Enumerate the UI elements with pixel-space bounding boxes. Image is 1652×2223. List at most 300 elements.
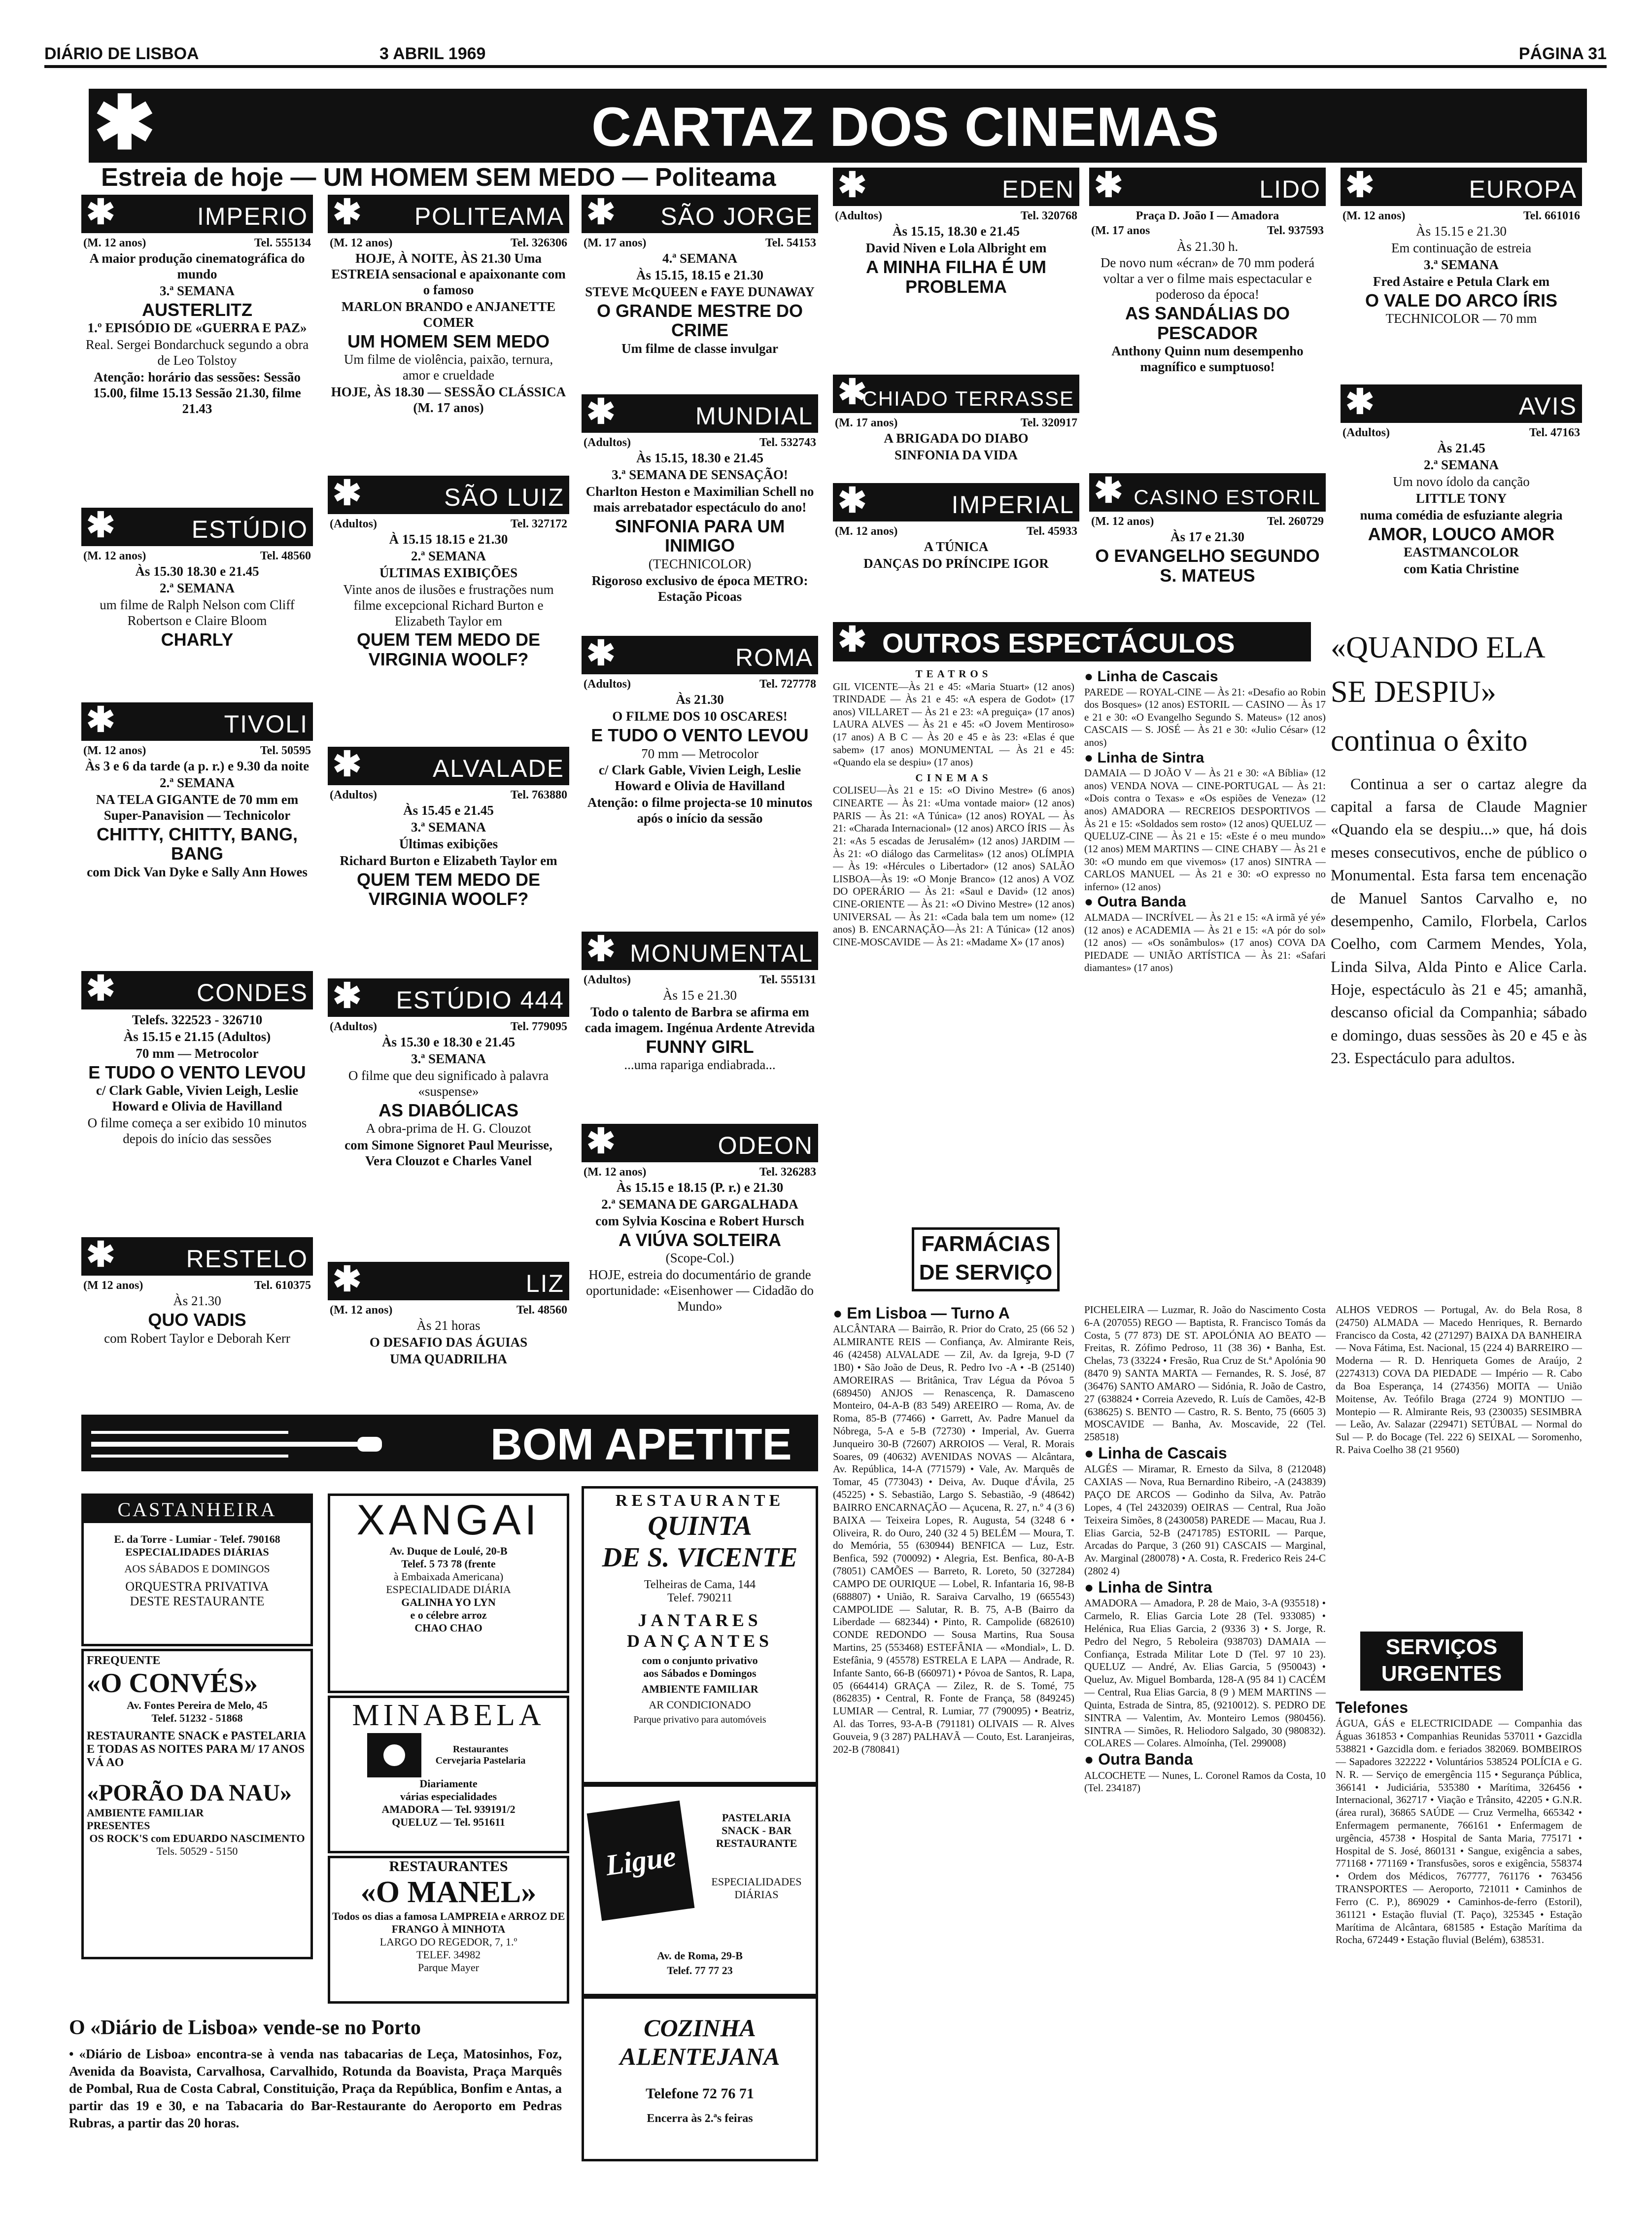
ad-line: JANTARES: [638, 1610, 762, 1630]
line: Richard Burton e Elizabeth Taylor em: [340, 853, 557, 868]
cascais-heading-text: Linha de Cascais: [1097, 668, 1218, 685]
cinema-name: ROMA: [735, 644, 813, 671]
line: Às 15.15, 18.30 e 21.45: [636, 451, 763, 466]
film-title: SINFONIA PARA UM INIMIGO: [615, 516, 785, 556]
line: Às 15.15 e 21.30: [1416, 224, 1507, 239]
cinema-europa: [1341, 168, 1582, 370]
ad-line: Diariamente: [419, 1777, 478, 1790]
cinema-header: [328, 747, 569, 785]
cascais-pharmacy-heading-text: Linha de Cascais: [1098, 1444, 1227, 1462]
cinema-name: AVIS: [1518, 392, 1577, 420]
cinema-header: [833, 375, 1079, 413]
address: Praça D. João I — Amadora: [1136, 209, 1279, 222]
cinema-header: [582, 1124, 818, 1162]
age-rating: (Adultos): [584, 678, 631, 691]
farmacias-lisboa-list-cont: PICHELEIRA — Luzmar, R. João do Nascimento Costa 6-A (207055) REGO — Baptista, R. Francisco Tomás da Costa, 5 (77 873) DE ST. APOLÓNIA AO BEATO — Freitas, R. Zófimo Pedroso, 11 (38 36) • Banha, Est. Chelas, 73 (33224 • Fresão, Rua Cruz de St.ª Apolónia 90 (8470 9) SANTA MARTA — Fernandes, R. S. José, 87 (36476) SANTO AMARO — Sidónia, R. João de Castro, 27 (638824 • Correia Azevedo, R. Luís de Camões, 42-B (638625) S. BENTO — Castro, R. S. Bento, 75 (6605 3) MOSCAVIDE — Banha, Av. Moscavide, 22 (Tel. 258518): [1084, 1304, 1326, 1443]
ad-line: TELEF. 34982: [416, 1948, 481, 1961]
line: DANÇAS DO PRÍNCIPE IGOR: [863, 556, 1049, 571]
ad-line: Av. de Roma, 29-B: [657, 1949, 743, 1962]
cinema-header: [81, 971, 313, 1009]
asterisk-icon: ✱: [838, 375, 867, 412]
farmacias-lisboa-list: ALCÂNTARA — Bairrão, R. Prior do Crato, 25 (66 52 ) ALMIRANTE REIS — Confiança, Av. Almirante Reis, 46 (42458) ALVALADE — Zil, Av. da Igreja, 9-D (7 1B0) • São João de Deus, R. Pedro Ivo -A • -B (25140) AMOREIRAS — Britânica, Trav Légua da Póvoa 5 (689450) ANJOS — Renascença, R. Damasceno Monteiro, 04-A-B (83 549) AREEIRO — Roma, Av. de Roma, 85-B (77466) • Garrett, Av. Padre Manuel da Nóbrega, 5-A e 5-B (72730) • Imperial, Av. Guerra Junqueiro 30-B (72607) ARROIOS — Veral, R. Morais Soares, 09 (40632) AVENIDAS NOVAS — Alcântara, Av. República, 14-A (771579) • Vale, Av. Marquês de Tomar, 45 (773043) • Deiva, Av. Duque d'Ávila, 25 (45225) • S. Sebastião, Largo S. Sebastião, -9 (48642) BAIRRO ENCARNAÇÃO — Açucena, R. 27, n.º 4 (3 6) BAIXA — Teixeira Lopes, R. Augusta, 54 (3248 6 • Oliveira, R. do Ouro, 240 (32 4 5) BELÉM — Moura, T. do Memória, 55 (630944) BENFICA — Luz, Estr. Benfica, 592 (700092) • Alegria, Est. Benfica, 80-A-B (78051) CAMÕES — Barreto, R. Loreto, 50 (327284) CAMPO DE OURIQUE — Lobel, R. Infantaria 16, 98-B (688807) • União, R. Saraiva Carvalho, 19 (665543) CAMPOLIDE — Salutar, R. B. 75, A-B (Bairro da Liberdade — 682344) • Pinto, R. Campolide (682610) CONDE REDONDO — Sousa Martins, Rua Sousa Martins, 25 (553468) ESTEFÂNIA — «Mondial», L. D. Estefânia, 9 (45578) ESTRELA E LAPA — Andrade, R. Infante Santo, 66-B (660971) • Póvoa de Santos, R. Lapa, 05 (664414) GRAÇA — Zilez, R. de S. Tomé, 75 (862835) • Central, R. Fonte de França, 58 (849245) LUMIAR — Central, R. Lumiar, 77 (790095) • Beatriz, Al. das Torres, 93-A-B (791181) OLIVAIS — R. Alves Gouveia, 9 (3 287) PALHAVÃ — Couto, Est. Laranjeiras, 202-B (780841): [833, 1323, 1074, 1755]
line: (TECHNICOLOR): [648, 556, 752, 571]
article-subtitle: continua o êxito: [1331, 724, 1528, 758]
ad-line: ORQUESTRA PRIVATIVA: [125, 1579, 269, 1594]
ad-line: ESPECIALIDADES DIÁRIAS: [711, 1876, 802, 1901]
outros-column-left: [833, 668, 1074, 1200]
age-rating: (Adultos): [1342, 426, 1390, 439]
asterisk-icon: ✱: [333, 747, 362, 784]
outra-banda-heading-text: Outra Banda: [1097, 894, 1186, 910]
line: HOJE, À NOITE, ÀS 21.30 Uma ESTREIA sensacional e apaixonante com o famoso: [331, 251, 566, 298]
servicos-title-2: URGENTES: [1381, 1662, 1502, 1686]
asterisk-icon: ✱: [586, 1124, 616, 1161]
line: 70 mm — Metrocolor: [641, 746, 758, 761]
cinema-header: [328, 195, 569, 233]
ad-line: ESPECIALIDADE DIÁRIA: [386, 1583, 511, 1596]
line: com Sylvia Koscina e Robert Hursch: [595, 1214, 804, 1229]
ad-line: QUELUZ — Tel. 951611: [392, 1816, 505, 1828]
ad-line: E TODAS AS NOITES PARA M/ 17 ANOS VÁ AO: [87, 1743, 305, 1769]
film-title: A TÚNICA: [924, 539, 989, 555]
cinema-name: LIDO: [1259, 175, 1321, 203]
line: Um filme de violência, paixão, ternura, amor e crueldade: [344, 352, 553, 383]
cinema-liz: [328, 1262, 569, 1385]
servicos-column: [1336, 1698, 1582, 2201]
line: Rigoroso exclusivo de época METRO: Estação Picoas: [591, 573, 808, 604]
ad-line: Todos os dias a famosa LAMPREIA e ARROZ DE FRANGO À MINHOTA: [332, 1910, 565, 1935]
cinema-alvalade: [328, 747, 569, 973]
ad-minabela: [328, 1696, 569, 1853]
ad-conves-name: «O CONVÉS»: [87, 1668, 258, 1699]
line: Real. Sergei Bondarchuck segundo a obra de Leo Tolstoy: [85, 337, 309, 368]
line: À 15.15 18.15 e 21.30: [389, 532, 508, 547]
line: HOJE, ÀS 18.30 — SESSÃO CLÁSSICA (M. 17 anos): [331, 384, 566, 415]
porto-title: O «Diário de Lisboa» vende-se no Porto: [69, 2016, 421, 2039]
ad-line: LARGO DO REGEDOR, 7, 1.º: [379, 1936, 517, 1948]
phone: Tel. 48560: [260, 550, 311, 562]
cutlery-icon: [91, 1427, 387, 1461]
cinema-header: [81, 702, 313, 741]
line: com Robert Taylor e Deborah Kerr: [104, 1330, 290, 1346]
lisboa-heading: ● Em Lisboa — Turno A: [833, 1304, 1010, 1322]
cinemas-heading: CINEMAS: [915, 771, 992, 784]
cinema-name: CONDES: [197, 979, 308, 1007]
line: (Scope-Col.): [665, 1250, 734, 1266]
line: com Simone Signoret Paul Meurisse, Vera Clouzot e Charles Vanel: [344, 1138, 552, 1169]
film-title: E TUDO O VENTO LEVOU: [88, 1062, 306, 1082]
cinema-header: [1089, 168, 1326, 206]
sintra-pharmacy-heading: ● Linha de Sintra: [1084, 1578, 1212, 1596]
ad-line: Tels. 50529 - 5150: [156, 1845, 238, 1857]
asterisk-icon: ✱: [838, 483, 867, 520]
asterisk-icon: ✱: [1094, 473, 1123, 510]
outra-banda-heading: ● Outra Banda: [1084, 894, 1186, 910]
cinema-header: [1341, 168, 1582, 206]
outra-banda-list: ALMADA — INCRÍVEL — Às 21 e 15: «A irmã yé yé» (12 anos) e ACADEMIA — Às 21 e 15: «A pór do sol» (12 anos) — «Os sonâmbulos» (17 anos) COVA DA PIEDADE — UNIÃO ARTÍSTICA — Às 21: «Safari diamantes» (17 anos): [1084, 911, 1326, 974]
teatros-list: GIL VICENTE—Às 21 e 45: «Maria Stuart» (12 anos) TRINDADE — Às 21 e 45: «A espera de Godot» (17 anos) VILLARET — Às 21 e 23: «A preguiça» (17 anos) LAURA ALVES — Às 21 e 45: «O Jovem Mentiroso» (17 anos) A B C — Às 20 e 45 e às 23: «Elas é que sabem» (17 anos) MONUMENTAL — Às 21 e 45: «Quando ela se despiu» (17 anos): [833, 680, 1074, 768]
film-title: FUNNY GIRL: [646, 1036, 754, 1057]
ad-minabela-name: MINABELA: [352, 1699, 545, 1732]
phone: Tel. 610375: [254, 1279, 311, 1292]
cinema-eden: [833, 168, 1079, 365]
bom-apetite-banner: [81, 1415, 818, 1471]
age-rating: (M. 12 anos): [83, 550, 146, 562]
asterisk-icon: ✱: [86, 195, 115, 232]
age-rating: (M. 12 anos): [1342, 209, 1406, 222]
cinema-condes: [81, 971, 313, 1227]
line: Fred Astaire e Petula Clark em: [1373, 274, 1550, 289]
ad-line: Parque Mayer: [417, 1961, 479, 1974]
line: com Dick Van Dyke e Sally Ann Howes: [87, 864, 308, 879]
asterisk-icon: ✱: [838, 168, 867, 205]
line: HOJE, estreia do documentário de grande oportunidade: «Eisenhower — Cidadão do Mundo»: [586, 1267, 814, 1314]
phone: Tel. 50595: [260, 744, 311, 757]
phone: Tel. 937593: [1267, 224, 1324, 238]
age-rating: (M. 12 anos): [584, 1166, 647, 1179]
phone: Tel. 555134: [254, 237, 311, 249]
age-rating: (M. 12 anos): [83, 237, 146, 249]
asterisk-icon: ✱: [333, 476, 362, 513]
phone: Tel. 779095: [510, 1020, 567, 1033]
cinema-header: [833, 168, 1079, 206]
phone: Telefs. 322523 - 326710: [132, 1012, 263, 1027]
farmacias-title: [912, 1227, 1060, 1291]
ad-line: DANÇANTES: [626, 1631, 773, 1651]
line: 2.ª SEMANA: [411, 549, 486, 564]
asterisk-icon: ✱: [1345, 168, 1375, 205]
porto-notice: [69, 2016, 562, 2203]
line: Vinte anos de ilusões e frustrações num filme excepcional Richard Burton e Elizabeth Taylor em: [343, 582, 554, 628]
sintra-heading-text: Linha de Sintra: [1097, 749, 1205, 766]
line: EASTMANCOLOR: [1403, 545, 1519, 560]
ad-line: várias especialidades: [400, 1790, 497, 1803]
ad-line: Av. Fontes Pereira de Melo, 45: [127, 1699, 268, 1711]
line: numa comédia de esfuziante alegria: [1360, 507, 1563, 522]
cinema-name: RESTELO: [186, 1245, 308, 1273]
ad-line: PASTELARIA SNACK - BAR RESTAURANTE: [716, 1811, 797, 1849]
line: 4.ª SEMANA: [662, 251, 738, 266]
line: Anthony Quinn num desempenho magnífico e sumptuoso!: [1111, 344, 1304, 375]
ad-line: Telef. 790211: [667, 1592, 733, 1604]
minabela-logo-icon: [367, 1733, 421, 1777]
asterisk-icon: ✱: [838, 621, 867, 659]
line: SINFONIA DA VIDA: [894, 448, 1018, 463]
telefones-heading: Telefones: [1336, 1699, 1408, 1716]
ad-line: RESTAURANTE SNACK e PASTELARIA: [87, 1730, 307, 1742]
banner-title: CARTAZ DOS CINEMAS: [591, 96, 1219, 158]
asterisk-icon: ✱: [586, 636, 616, 673]
line: TECHNICOLOR — 70 mm: [1385, 311, 1537, 326]
cinema-name: EDEN: [1002, 175, 1074, 203]
line: De novo num «écran» de 70 mm poderá voltar a ver o filme mais espectacular e poderoso da época!: [1100, 255, 1315, 302]
film-title: AUSTERLITZ: [142, 299, 252, 320]
ad-cozinha-name-2: ALENTEJANA: [620, 2043, 780, 2070]
cinema-name: CHIADO TERRASSE: [862, 387, 1074, 411]
masthead-paper: DIÁRIO DE LISBOA: [44, 44, 199, 63]
asterisk-icon: ✱: [333, 1262, 362, 1299]
age-rating: (Adultos): [330, 789, 378, 801]
ad-line: à Embaixada Americana): [393, 1570, 504, 1583]
cinema-header: [81, 1237, 313, 1276]
line: Às 15 e 21.30: [663, 988, 737, 1003]
porto-body: • «Diário de Lisboa» encontra-se à venda nas tabacarias de Leça, Matosinhos, Foz, Avenida da Boavista, Carvalhosa, Carvalhido, Rotunda da Boavista, Praça Marquês de Pombal, Rua de Costa Cabral, Constituição, Praça da República, Bonfim e Antas, a partir das 19 e 30, e na Tabacaria do Bar-Restaurante do Aeroporto em Pedras Rubras, a partir das 20 horas.: [69, 2047, 562, 2131]
farmacias-title-1: FARMÁCIAS: [921, 1232, 1050, 1256]
phone: Tel. 727778: [759, 678, 816, 691]
ad-quinta-name-1: QUINTA: [648, 1511, 752, 1541]
ad-line: Av. Duque de Loulé, 20-B: [389, 1545, 508, 1557]
cinema-estudio-444: [328, 978, 569, 1254]
film-title: O EVANGELHO SEGUNDO S. MATEUS: [1095, 546, 1320, 586]
farmacias-title-2: DE SERVIÇO: [919, 1260, 1053, 1285]
phone: Tel. 327172: [510, 518, 567, 530]
cinema-header: [582, 195, 818, 233]
asterisk-icon: ✱: [94, 83, 156, 165]
film-title: CHARLY: [161, 629, 234, 650]
line: Às 3 e 6 da tarde (a p. r.) e 9.30 da noite: [85, 759, 310, 774]
ad-line: e o célebre arroz: [410, 1609, 487, 1621]
line: A maior produção cinematográfica do mundo: [89, 251, 305, 282]
phone: Tel. 326283: [759, 1166, 816, 1179]
line: c/ Clark Gable, Vivien Leigh, Leslie Howard e Olivia de Havilland: [598, 763, 801, 794]
ad-line: RESTAURANTES: [389, 1858, 508, 1875]
age-rating: (M. 12 anos): [83, 744, 146, 757]
ad-cozinha-name-1: COZINHA: [644, 2014, 756, 2042]
ad-manel-name: «O MANEL»: [360, 1876, 537, 1909]
cinema-monumental: [582, 932, 818, 1079]
age-rating: (Adultos): [330, 1020, 378, 1033]
phone: Tel. 661016: [1523, 209, 1580, 222]
cinema-restelo: [81, 1237, 313, 1385]
phone: Tel. 555131: [759, 973, 816, 986]
line: Às 21.30 h.: [1176, 239, 1239, 254]
outra-banda-pharmacy-heading: ● Outra Banda: [1084, 1750, 1193, 1769]
phone: Tel. 47163: [1529, 426, 1580, 439]
cascais-pharmacy-heading: ● Linha de Cascais: [1084, 1444, 1227, 1462]
ad-xangai: [328, 1494, 569, 1693]
ad-line: Parque privativo para automóveis: [633, 1714, 766, 1725]
line: 70 mm — Metrocolor: [136, 1045, 259, 1061]
line: 2.ª SEMANA: [159, 775, 235, 791]
cinema-name: SÃO JORGE: [660, 203, 813, 230]
farmacias-outra-banda-list: ALCOCHETE — Nunes, L. Coronel Ramos da Costa, 10 (Tel. 234187): [1084, 1769, 1326, 1794]
cinema-name: IMPERIO: [197, 203, 308, 230]
line: com Katia Christine: [1404, 561, 1519, 577]
line: Um filme de classe invulgar: [621, 341, 778, 356]
cinema-name: POLITEAMA: [414, 203, 564, 230]
masthead-rule: [44, 65, 1607, 68]
line: Últimas exibições: [399, 836, 498, 852]
line: Às 15.15 e 18.15 (P. r.) e 21.30: [616, 1180, 784, 1195]
ad-line: Telefone 72 76 71: [646, 2085, 754, 2102]
farmacias-outra-banda-list-cont: ALHOS VEDROS — Portugal, Av. do Bela Rosa, 8 (24750) ALMADA — Macedo Henriques, R. Bernardo Francisco da Costa, 42 (271297) BAIXA DA BANHEIRA — Nova Fátima, Est. Nacional, 15 (224 4) BARREIRO — Moderna — R. D. Henriqueta Gomes de Araújo, 2 (2274313) COVA DA PIEDADE — Império — R. Cabo da Boa Esperança, 14 (274356) MOITA — União Moitense, Av. Teófilo Braga (2724 9) MONTIJO — Montepio — R. Almirante Reis, 93 (230035) SESIMBRA — Leão, Av. Salazar (229471) SETÚBAL — Normal do Sul — P. do Bocage (Tel. 222 6) SEIXAL — Soromenho, R. Paiva Coelho 38 (21 9560): [1336, 1304, 1582, 1456]
asterisk-icon: ✱: [586, 394, 616, 431]
film-title: A MINHA FILHA É UM PROBLEMA: [866, 257, 1046, 297]
outra-banda-pharmacy-heading-text: Outra Banda: [1098, 1750, 1193, 1769]
asterisk-icon: ✱: [86, 971, 115, 1008]
farmacias-column-2: [1084, 1304, 1326, 2201]
cinemas-banner: [89, 83, 1587, 165]
line: c/ Clark Gable, Vivien Leigh, Leslie Howard e Olivia de Havilland: [96, 1083, 299, 1114]
ad-line: PRESENTES: [87, 1819, 150, 1832]
cinema-odeon: [582, 1124, 818, 1385]
line: Às 15.30 e 18.30 e 21.45: [382, 1035, 515, 1050]
article: [1331, 626, 1587, 1217]
cinema-avis: [1341, 384, 1582, 611]
film-title: CHITTY, CHITTY, BANG, BANG: [96, 824, 298, 864]
estreia-line: Estreia de hoje — UM HOMEM SEM MEDO — Politeama: [101, 163, 776, 192]
teatros-heading: TEATROS: [915, 668, 992, 680]
masthead-date: 3 ABRIL 1969: [379, 44, 486, 63]
ad-line: E. da Torre - Lumiar - Telef. 790168: [114, 1533, 280, 1545]
article-body: Continua a ser o cartaz alegre da capital a farsa de Claude Magnier «Quando ela se despiu...» que, há dois meses consecutivos, enche de público o Monumental. Esta farsa tem encenação de Manuel Santos Carvalho e, no desempenho, Camilo, Florbela, Carlos Coelho, com Carmem Mendes, Yola, Linda Silva, Alda Pinto e Alice Carla. Hoje, espectáculo às 21 e 45; amanhã, descanso oficial da Companhia; sábado e domingo, duas sessões às 20 e 45 e às 23. Espectáculo para adultos.: [1331, 774, 1587, 1067]
ad-quinta-name-2: DE S. VICENTE: [602, 1542, 798, 1573]
film-title: QUEM TEM MEDO DE VIRGINIA WOOLF?: [356, 629, 540, 670]
ad-quinta-s-vicente: [582, 1486, 818, 1784]
age-rating: (Adultos): [330, 518, 378, 530]
film-title: E TUDO O VENTO LEVOU: [591, 725, 809, 746]
line: 1.º EPISÓDIO DE «GUERRA E PAZ»: [87, 320, 307, 336]
phone: Tel. 326306: [510, 237, 567, 249]
film-title: AMOR, LOUCO AMOR: [1368, 523, 1555, 544]
phone: Tel. 763880: [510, 789, 567, 801]
line: 3.ª SEMANA: [159, 283, 235, 299]
line: O FILME DOS 10 OSCARES!: [612, 709, 788, 724]
ad-line: Encerra às 2.ªs feiras: [647, 2112, 753, 2125]
outros-title: OUTROS ESPECTÁCULOS: [882, 627, 1235, 659]
ad-line: AMADORA — Tel. 939191/2: [381, 1803, 516, 1815]
line: O filme que deu significado à palavra «suspense»: [348, 1068, 549, 1099]
sintra-heading: ● Linha de Sintra: [1084, 749, 1205, 766]
cinema-header: [328, 1262, 569, 1300]
age-rating: (M. 12 anos): [330, 1304, 393, 1317]
cinema-name: SÃO LUIZ: [444, 484, 564, 511]
ad-conves: [81, 1649, 313, 1959]
cinema-sao-luiz: [328, 476, 569, 732]
film-title: AS DIABÓLICAS: [378, 1100, 518, 1120]
film-title: UM HOMEM SEM MEDO: [347, 331, 550, 351]
ad-xangai-name: XANGAI: [356, 1496, 541, 1544]
asterisk-icon: ✱: [86, 702, 115, 739]
ad-cozinha-alentejana: [582, 1996, 818, 2161]
cinema-header: [328, 978, 569, 1017]
asterisk-icon: ✱: [586, 195, 616, 232]
line: 2.ª SEMANA DE GARGALHADA: [601, 1197, 798, 1212]
line: O filme começa a ser exibido 10 minutos depois do início das sessões: [87, 1115, 307, 1146]
phone: Tel. 532743: [759, 436, 816, 449]
line: Às 15.30 18.30 e 21.45: [135, 564, 259, 579]
cinema-header: [1089, 473, 1326, 512]
asterisk-icon: ✱: [586, 932, 616, 969]
line: Às 15.45 e 21.45: [403, 803, 494, 818]
line: Às 17 e 21.30: [1170, 529, 1244, 545]
line: ...uma rapariga endiabrada...: [624, 1057, 776, 1073]
ad-line: Telef. 5 73 78 (frente: [401, 1558, 496, 1570]
line: Às 21 horas: [416, 1318, 481, 1333]
asterisk-icon: ✱: [86, 1237, 115, 1274]
line: Todo o talento de Barbra se afirma em cada imagem. Ingénua Ardente Atrevida: [585, 1005, 815, 1036]
servicos-title-1: SERVIÇOS: [1385, 1635, 1498, 1659]
ad-line: Restaurantes Cervejaria Pastelaria: [435, 1744, 526, 1766]
ad-line: Telef. 51232 - 51868: [151, 1712, 243, 1724]
cinema-name: IMPERIAL: [951, 491, 1074, 519]
cinema-name: ESTÚDIO 444: [396, 986, 564, 1014]
phone: Tel. 320917: [1020, 417, 1077, 429]
cinema-header: [81, 508, 313, 546]
ad-line: GALINHA YO LYN: [401, 1596, 496, 1608]
age-rating: (M. 17 anos): [584, 237, 647, 249]
ad-line: CHAO CHAO: [414, 1622, 482, 1634]
sintra-list: DAMAIA — D JOÃO V — Às 21 e 30: «A Bíblia» (12 anos) VENDA NOVA — CINE-PORTUGAL — Às 21: «Dois contra o Texas» e «Os espiões de Veneza» (12 anos) AMADORA — RECREIOS DESPORTIVOS — Às 21 e 15: «Soldados sem rosto» (12 anos) QUELUZ — QUELUZ-CINE — Às 21 e 15: «Este é o meu mundo» (12 anos) MEM MARTINS — CINE CHABY — Às 21 e 30: «O mundo em que vivemos» (17 anos) SINTRA — CARLOS MANUEL — Às 21 e 30: «O expresso no inferno» (12 anos): [1084, 767, 1326, 893]
line: Às 15.15, 18.15 e 21.30: [636, 268, 763, 283]
line: Atenção: o filme projecta-se 10 minutos após o início da sessão: [587, 795, 813, 826]
line: Atenção: horário das sessões: Sessão 15.00, filme 15.13 Sessão 21.30, filme 21.43: [93, 370, 301, 416]
cinema-header: [833, 483, 1079, 521]
line: David Niven e Lola Albright em: [865, 241, 1047, 256]
line: 2.ª SEMANA: [1423, 457, 1499, 473]
cinema-name: MUNDIAL: [695, 402, 813, 430]
ad-line: DESTE RESTAURANTE: [130, 1594, 265, 1608]
line: Charlton Heston e Maximilian Schell no mais arrebatador espectáculo do ano!: [585, 484, 814, 515]
ad-line: AMBIENTE FAMILIAR: [641, 1683, 758, 1695]
line: LITTLE TONY: [1415, 490, 1507, 506]
line: ÚLTIMAS EXIBIÇÕES: [379, 565, 518, 581]
cascais-list: PAREDE — ROYAL-CINE — Às 21: «Desafio ao Robin dos Bosques» (12 anos) ESTORIL — CASINO — Às 17 e 21 e 30: «O Evangelho Segundo S. Mateus» (12 anos) CASCAIS — S. JOSÉ — Às 21 e 30: «Julio César» (12 anos): [1084, 686, 1326, 749]
age-rating: (Adultos): [835, 209, 883, 222]
line: Às 21.30: [173, 1293, 221, 1309]
age-rating: (Adultos): [584, 436, 631, 449]
cinema-header: [328, 476, 569, 514]
cinema-estudio: [81, 508, 313, 697]
ad-ligue: [582, 1784, 818, 1996]
cinema-name: ALVALADE: [432, 755, 564, 782]
asterisk-icon: ✱: [333, 978, 362, 1015]
cinema-name: ESTÚDIO: [191, 516, 308, 543]
line: A obra-prima de H. G. Clouzot: [366, 1121, 531, 1136]
ad-line: AOS SÁBADOS E DOMINGOS: [124, 1563, 270, 1575]
ad-line: aos Sábados e Domingos: [643, 1667, 757, 1679]
cinema-name: ODEON: [718, 1132, 813, 1159]
cinema-roma: [582, 636, 818, 907]
line: Em continuação de estreia: [1391, 241, 1532, 256]
farmacias-sintra-list: AMADORA — Amadora, P. 28 de Maio, 3-A (935518) • Carmelo, R. Elias Garcia Lote 28 (Tel. 933085) • Helénica, Rua Elias Garcia, 2 (9336 3) • S. Jorge, R. Pedro del Negro, 5 Reboleira (938703) DAMAIA — Confiança, Estrada Militar Lote D (Tel. 97 10 23). QUELUZ — André, Av. Elias Garcia, 5 (950043) • Queluz, Av. Miguel Bombarda, 128-A (95 84 1) CACÉM — Central, Rua Elias Garcia, 8 (9 ) MEM MARTINS — Quinta, Estrada de Sintra, 85, (9210012). S. PEDRO DE SINTRA — Valentim, Av. Monteiro Lemos (980456). SINTRA — Simões, R. Heliodoro Salgado, 30 (980832). COLARES — Colares. Almoínha, (Tel. 299008): [1084, 1597, 1326, 1749]
ad-castanheira: [81, 1494, 313, 1646]
ad-line: Telef. 77 77 23: [667, 1964, 733, 1977]
ad-line: AMBIENTE FAMILIAR: [87, 1806, 204, 1819]
cinema-header: [582, 636, 818, 674]
age-rating: (M. 12 anos): [835, 525, 898, 538]
cinema-header: [1341, 384, 1582, 423]
line: Às 21.45: [1437, 441, 1485, 456]
line: 3.ª SEMANA DE SENSAÇÃO!: [612, 467, 788, 483]
farmacias-column-1: [833, 1304, 1074, 2201]
ad-line: RESTAURANTE: [615, 1492, 785, 1510]
line: UMA QUADRILHA: [390, 1352, 507, 1367]
age-rating: (M. 17 anos): [835, 417, 898, 429]
ad-line: FREQUENTE: [87, 1654, 161, 1667]
age-rating: (M. 12 anos): [1091, 515, 1154, 528]
line: 3.ª SEMANA: [411, 1051, 486, 1067]
phone: Tel. 48560: [516, 1304, 567, 1317]
ad-o-manel: [328, 1856, 569, 2004]
phone: Tel. 54153: [765, 237, 816, 249]
cinema-chiado-terrasse: [833, 375, 1079, 473]
line: 2.ª SEMANA: [159, 581, 235, 596]
farmacias-cascais-list: ALGÉS — Miramar, R. Ernesto da Silva, 8 (212048) CAXIAS — Nova, Rua Bernardino Ribeiro, -A (243839) PAÇO DE ARCOS — Godinho da Silva, Av. Patrão Lopes, 4 (Tel 2432039) OEIRAS — Central, Rua João Teixeira Simões, 8 (2430058) PAREDE — Macau, Rua J. Elias Garcia, 52-B (2471785) ESTORIL — Parque, Arcadas do Parque, 3 (260 91) CASCAIS — Marginal, Av. Marginal (280078) • A. Costa, R. Frederico Reis 24-C (2802 4): [1084, 1463, 1326, 1577]
cinema-tivoli: [81, 702, 313, 959]
line: 3.ª SEMANA: [1423, 257, 1499, 273]
age-rating: (M. 12 anos): [330, 237, 393, 249]
